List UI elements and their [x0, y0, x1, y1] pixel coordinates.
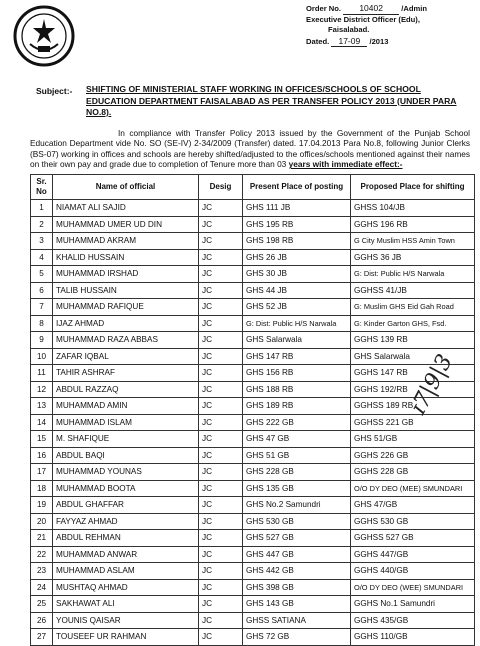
cell-present: GHS 442 GB: [243, 563, 351, 580]
table-row: [31, 447, 475, 464]
cell-desig: JC: [199, 629, 243, 646]
cell-name: TALIB HUSSAIN: [53, 282, 199, 299]
table-row: [31, 563, 475, 580]
header-present-posting: Present Place of posting: [243, 175, 351, 200]
table-row: [31, 579, 475, 596]
cell-desig: JC: [199, 365, 243, 382]
cell-desig: JC: [199, 398, 243, 415]
punjab-government-emblem-icon: [12, 4, 76, 68]
cell-present: GHS 195 RB: [243, 216, 351, 233]
cell-proposed: G: Kinder Garton GHS, Fsd.: [351, 315, 475, 332]
cell-present: GHS 51 GB: [243, 447, 351, 464]
cell-sr: 8: [31, 315, 53, 332]
cell-desig: JC: [199, 233, 243, 250]
cell-sr: 25: [31, 596, 53, 613]
table-row: [31, 299, 475, 316]
cell-proposed: O/O DY DEO (MEE) SMUNDARI: [351, 480, 475, 497]
cell-sr: 24: [31, 579, 53, 596]
cell-desig: JC: [199, 200, 243, 217]
cell-proposed: GGHS 226 GB: [351, 447, 475, 464]
table-row: [31, 530, 475, 547]
cell-sr: 9: [31, 332, 53, 349]
cell-desig: JC: [199, 513, 243, 530]
cell-present: GHS 222 GB: [243, 414, 351, 431]
cell-name: MUHAMMAD RAFIQUE: [53, 299, 199, 316]
cell-proposed: GHS Salarwala: [351, 348, 475, 365]
cell-present: GHS 147 RB: [243, 348, 351, 365]
cell-present: GHS 188 RB: [243, 381, 351, 398]
cell-sr: 14: [31, 414, 53, 431]
cell-name: MUHAMMAD AKRAM: [53, 233, 199, 250]
cell-present: GHS 47 GB: [243, 431, 351, 448]
handwritten-initials: ɪ7|9|3: [405, 350, 458, 419]
cell-name: TOUSEEF UR RAHMAN: [53, 629, 199, 646]
shifting-table: [30, 174, 475, 646]
cell-proposed: G: Dist: Public H/S Narwala: [351, 266, 475, 283]
cell-proposed: GGHSS 189 RB: [351, 398, 475, 415]
subject-label: Subject:-: [36, 86, 73, 96]
table-row: [31, 381, 475, 398]
table-row: [31, 464, 475, 481]
cell-proposed: GGHS 110/GB: [351, 629, 475, 646]
cell-name: MUHAMMAD BOOTA: [53, 480, 199, 497]
order-number-line: [306, 3, 427, 15]
cell-desig: JC: [199, 612, 243, 629]
cell-name: MUHAMMAD UMER UD DIN: [53, 216, 199, 233]
cell-sr: 27: [31, 629, 53, 646]
cell-desig: JC: [199, 546, 243, 563]
cell-name: MUSHTAQ AHMAD: [53, 579, 199, 596]
cell-proposed: GHS 51/GB: [351, 431, 475, 448]
cell-present: GHS 111 JB: [243, 200, 351, 217]
cell-sr: 12: [31, 381, 53, 398]
cell-proposed: GGHS 228 GB: [351, 464, 475, 481]
cell-sr: 20: [31, 513, 53, 530]
cell-desig: JC: [199, 266, 243, 283]
cell-sr: 15: [31, 431, 53, 448]
cell-desig: JC: [199, 563, 243, 580]
cell-proposed: G City Muslim HSS Amin Town: [351, 233, 475, 250]
paragraph-body: In compliance with Transfer Policy 2013 issued by the Government of the Punjab School Education Department vide No. SO (SE-IV) 2-34/2009 (Transfer) dated. 17.04.2013 Para No.8, following Junior Clerks (BS-07) working in offices and schools are hereby shifted/adjusted to the offices/schools mentioned against their names on their own pay and grade due to completion of Tenure more than 03: [30, 128, 470, 170]
dated-year: /2013: [369, 36, 389, 46]
cell-name: FAYYAZ AHMAD: [53, 513, 199, 530]
cell-name: M. SHAFIQUE: [53, 431, 199, 448]
cell-proposed: GGHS 192/RB: [351, 381, 475, 398]
cell-proposed: GGHS No.1 Samundri: [351, 596, 475, 613]
cell-present: GHS Salarwala: [243, 332, 351, 349]
cell-proposed: GGHS 147 RB: [351, 365, 475, 382]
cell-sr: 13: [31, 398, 53, 415]
cell-proposed: G: Muslim GHS Eid Gah Road: [351, 299, 475, 316]
cell-present: G: Dist: Public H/S Narwala: [243, 315, 351, 332]
cell-sr: 19: [31, 497, 53, 514]
cell-name: ZAFAR IQBAL: [53, 348, 199, 365]
cell-name: ABDUL BAQI: [53, 447, 199, 464]
order-number-label: Order No.: [306, 4, 342, 13]
cell-desig: JC: [199, 596, 243, 613]
cell-present: GHS 530 GB: [243, 513, 351, 530]
table-row: [31, 546, 475, 563]
cell-sr: 5: [31, 266, 53, 283]
cell-desig: JC: [199, 414, 243, 431]
cell-desig: JC: [199, 249, 243, 266]
cell-present: GHS 198 RB: [243, 233, 351, 250]
table-row: [31, 233, 475, 250]
header-sr-no: Sr. No: [31, 175, 53, 200]
cell-sr: 7: [31, 299, 53, 316]
cell-desig: JC: [199, 315, 243, 332]
cell-proposed: GGHSS 41/JB: [351, 282, 475, 299]
cell-name: YOUNIS QAISAR: [53, 612, 199, 629]
cell-proposed: GGHS 447/GB: [351, 546, 475, 563]
cell-present: GHS 398 GB: [243, 579, 351, 596]
table-body: [31, 200, 475, 646]
cell-desig: JC: [199, 216, 243, 233]
cell-desig: JC: [199, 299, 243, 316]
order-number-value: 10402: [343, 3, 399, 15]
cell-name: IJAZ AHMAD: [53, 315, 199, 332]
cell-present: GHS 527 GB: [243, 530, 351, 547]
table-row: [31, 480, 475, 497]
cell-present: GHSS SATIANA: [243, 612, 351, 629]
cell-proposed: GHSS 104/JB: [351, 200, 475, 217]
cell-present: GHS 189 RB: [243, 398, 351, 415]
cell-present: GHS 156 RB: [243, 365, 351, 382]
cell-desig: JC: [199, 332, 243, 349]
table-row: [31, 200, 475, 217]
cell-name: ABDUL GHAFFAR: [53, 497, 199, 514]
office-name: Executive District Officer (Edu),: [306, 14, 420, 24]
cell-sr: 3: [31, 233, 53, 250]
table-row: [31, 365, 475, 382]
cell-name: KHALID HUSSAIN: [53, 249, 199, 266]
cell-sr: 10: [31, 348, 53, 365]
cell-present: GHS 228 GB: [243, 464, 351, 481]
cell-desig: JC: [199, 282, 243, 299]
cell-present: GHS 44 JB: [243, 282, 351, 299]
cell-name: MUHAMMAD ANWAR: [53, 546, 199, 563]
table-row: [31, 431, 475, 448]
cell-desig: JC: [199, 381, 243, 398]
table-header-row: [31, 175, 475, 200]
cell-name: ABDUL REHMAN: [53, 530, 199, 547]
cell-proposed: O/O DY DEO (WEE) SMUNDARI: [351, 579, 475, 596]
cell-sr: 18: [31, 480, 53, 497]
cell-sr: 4: [31, 249, 53, 266]
cell-name: MUHAMMAD IRSHAD: [53, 266, 199, 283]
cell-sr: 26: [31, 612, 53, 629]
cell-present: GHS No.2 Samundri: [243, 497, 351, 514]
dated-value: 17-09: [331, 36, 367, 48]
cell-name: MUHAMMAD RAZA ABBAS: [53, 332, 199, 349]
table-row: [31, 596, 475, 613]
cell-proposed: GGHSS 221 GB: [351, 414, 475, 431]
cell-name: ABDUL RAZZAQ: [53, 381, 199, 398]
cell-sr: 23: [31, 563, 53, 580]
table-row: [31, 216, 475, 233]
office-city: Faisalabad.: [328, 25, 370, 34]
cell-desig: JC: [199, 447, 243, 464]
table-row: [31, 497, 475, 514]
cell-sr: 11: [31, 365, 53, 382]
cell-name: MUHAMMAD YOUNAS: [53, 464, 199, 481]
order-paragraph: [30, 128, 470, 170]
table-row: [31, 348, 475, 365]
header-proposed-place: Proposed Place for shifting: [351, 175, 475, 200]
table-row: [31, 282, 475, 299]
table-row: [31, 414, 475, 431]
dated-line: [306, 36, 427, 48]
header-desig: Desig: [199, 175, 243, 200]
cell-name: TAHIR ASHRAF: [53, 365, 199, 382]
paragraph-ending: years with immediate effect:-: [288, 159, 403, 170]
cell-present: GHS 52 JB: [243, 299, 351, 316]
cell-sr: 2: [31, 216, 53, 233]
cell-present: GHS 72 GB: [243, 629, 351, 646]
cell-present: GHS 135 GB: [243, 480, 351, 497]
table-row: [31, 332, 475, 349]
cell-desig: JC: [199, 497, 243, 514]
table-row: [31, 612, 475, 629]
cell-name: NIAMAT ALI SAJID: [53, 200, 199, 217]
cell-name: MUHAMMAD ASLAM: [53, 563, 199, 580]
table-row: [31, 315, 475, 332]
order-header: [306, 3, 427, 47]
table-row: [31, 249, 475, 266]
cell-name: MUHAMMAD ISLAM: [53, 414, 199, 431]
cell-proposed: GGHS 36 JB: [351, 249, 475, 266]
cell-present: GHS 26 JB: [243, 249, 351, 266]
cell-desig: JC: [199, 480, 243, 497]
cell-desig: JC: [199, 579, 243, 596]
cell-sr: 1: [31, 200, 53, 217]
table-row: [31, 629, 475, 646]
order-number-suffix: /Admin: [401, 4, 428, 13]
cell-proposed: GGHS 440/GB: [351, 563, 475, 580]
cell-desig: JC: [199, 348, 243, 365]
cell-proposed: GGHS 196 RB: [351, 216, 475, 233]
cell-sr: 21: [31, 530, 53, 547]
cell-proposed: GGHSS 527 GB: [351, 530, 475, 547]
cell-desig: JC: [199, 464, 243, 481]
cell-sr: 16: [31, 447, 53, 464]
cell-proposed: GHS 47/GB: [351, 497, 475, 514]
dated-label: Dated.: [306, 36, 330, 46]
cell-present: GHS 143 GB: [243, 596, 351, 613]
cell-present: GHS 447 GB: [243, 546, 351, 563]
cell-name: SAKHAWAT ALI: [53, 596, 199, 613]
cell-desig: JC: [199, 530, 243, 547]
header-name: Name of official: [53, 175, 199, 200]
cell-sr: 6: [31, 282, 53, 299]
cell-proposed: GGHS 530 GB: [351, 513, 475, 530]
table-row: [31, 513, 475, 530]
table-row: [31, 266, 475, 283]
cell-proposed: GGHS 435/GB: [351, 612, 475, 629]
subject-text: SHIFTING OF MINISTERIAL STAFF WORKING IN OFFICES/SCHOOLS OF SCHOOL EDUCATION DEPARTMENT FAISALABAD AS PER TRANSFER POLICY 2013 (UNDER PARA NO.8).: [86, 84, 457, 117]
cell-sr: 22: [31, 546, 53, 563]
cell-name: MUHAMMAD AMIN: [53, 398, 199, 415]
cell-present: GHS 30 JB: [243, 266, 351, 283]
cell-proposed: GGHS 139 RB: [351, 332, 475, 349]
cell-desig: JC: [199, 431, 243, 448]
cell-sr: 17: [31, 464, 53, 481]
